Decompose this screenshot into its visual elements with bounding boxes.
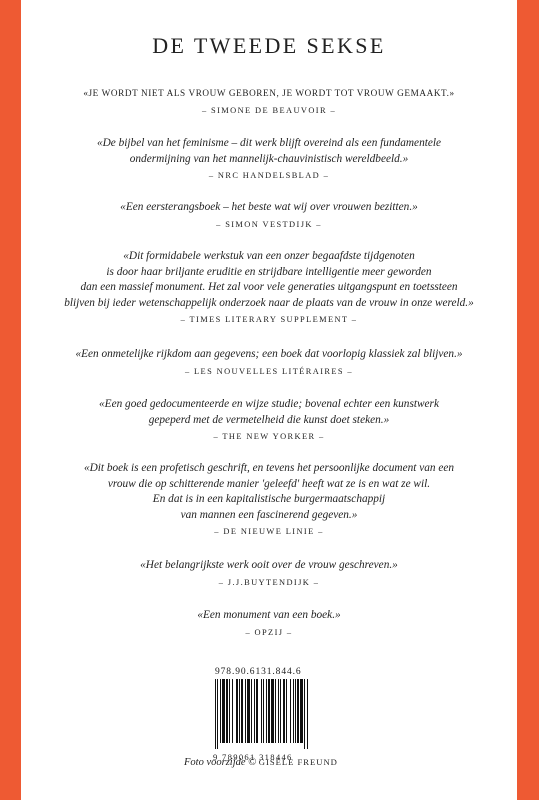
photo-credit [184, 757, 338, 768]
quote-line: van mannen een fascinerend gegeven.» [180, 508, 358, 521]
quote-text: «JE WORDT NIET ALS VROUW GEBOREN, JE WORDT TOT VROUW GEMAAKT.» [83, 88, 455, 98]
quote-source: – DE NIEUWE LINIE – [214, 527, 324, 536]
book-title: DE TWEEDE SEKSE [152, 33, 386, 58]
photographer-name: GISÈLE FREUND [258, 757, 338, 767]
barcode-bar [286, 679, 287, 743]
quote-line: dan een massief monument. Het zal voor vele generaties uitgangspunt en toetssteen [80, 281, 458, 293]
barcode-bar [290, 679, 291, 743]
quote-source: – J.J.BUYTENDIJK – [218, 577, 320, 587]
quote-line: «Een goed gedocumenteerde en wijze studie; bovenal echter een kunstwerk [99, 398, 439, 410]
quote-new-yorker [21, 397, 517, 444]
barcode-bar [241, 679, 243, 743]
quote-source: – LES NOUVELLES LITÉRAIRES – [184, 366, 354, 376]
quote-source: – OPZIJ – [245, 627, 293, 637]
right-accent-stripe [517, 0, 539, 800]
quote-line: «Dit formidabele werkstuk van een onzer begaafdste tijdgenoten [123, 250, 415, 262]
barcode-bar [295, 679, 296, 743]
barcode-bar [226, 679, 228, 743]
quote-source: – NRC HANDELSBLAD – [208, 171, 330, 180]
barcode-bar [236, 679, 238, 743]
barcode-bar [245, 679, 246, 743]
quote-vestdijk [21, 200, 517, 232]
quote-line: «Het belangrijkste werk ooit over de vrouw geschreven.» [140, 559, 398, 571]
barcode-bar [232, 679, 233, 743]
back-cover [21, 0, 517, 800]
barcode-bar [307, 679, 308, 749]
quote-opzij [21, 608, 517, 640]
barcode-bar [229, 679, 230, 743]
quote-source: – SIMONE DE BEAUVOIR – [201, 105, 337, 115]
barcode-bar [215, 679, 216, 749]
quote-beauvoir [21, 86, 517, 118]
quote-line: «Een monument van een boek.» [197, 609, 341, 621]
barcode-bar [268, 679, 270, 743]
quote-source: – TIMES LITERARY SUPPLEMENT – [180, 315, 358, 324]
quote-line: blijven bij ieder wetenschappelijk onderzoek naar de plaats van de vrouw in onze wereld.» [64, 296, 474, 309]
barcode-bar [251, 679, 252, 743]
barcode-bar [266, 679, 267, 743]
barcode-bar [280, 679, 281, 743]
barcode-bar [261, 679, 262, 743]
barcode-bar [263, 679, 264, 743]
quote-tls [21, 249, 517, 327]
barcode-bar [222, 679, 225, 743]
quote-line: En dat is in een kapitalistische burgermaatschappij [152, 493, 386, 505]
quote-line: is door haar briljante eruditie en strijdbare intelligentie meer geworden [106, 265, 432, 278]
barcode-bar [293, 679, 294, 743]
barcode-bar [304, 679, 305, 749]
quote-source: – THE NEW YORKER – [213, 432, 325, 441]
barcode-bar [283, 679, 285, 743]
barcode-bar [275, 679, 276, 743]
quote-line: «Een onmetelijke rijkdom aan gegevens; een boek dat voorlopig klassiek zal blijven.» [75, 348, 463, 360]
barcode-bar [297, 679, 299, 743]
quote-buytendijk [21, 558, 517, 590]
quote-line: «De bijbel van het feminisme – dit werk blijft overeind als een fundamentele [96, 137, 442, 149]
quote-line: vrouw die op schitterende manier 'geleefd' heeft wat ze is en wat ze wil. [107, 477, 431, 490]
barcode-image [213, 679, 323, 749]
ean-number: 9 789061 318446 [213, 752, 293, 762]
quote-line: ondermijning van het mannelijk-chauvinistisch wereldbeeld.» [129, 152, 409, 165]
barcode-block [213, 667, 333, 762]
quote-nrc [21, 136, 517, 183]
barcode-bar [300, 679, 303, 743]
barcode-bar [247, 679, 250, 743]
barcode-bar [239, 679, 240, 743]
left-accent-stripe [0, 0, 21, 800]
quote-nieuwe-linie [21, 461, 517, 539]
quote-line: «Dit boek is een profetisch geschrift, en tevens het persoonlijke document van een [83, 462, 455, 474]
barcode-bar [220, 679, 221, 743]
barcode-bar [254, 679, 255, 743]
quote-line: «Een eersterangsboek – het beste wat wij over vrouwen bezitten.» [120, 201, 418, 213]
quote-nouvelles-litteraires [21, 347, 517, 379]
quote-line: gepeperd met de vermetelheid die kunst doet steken.» [148, 413, 390, 426]
photo-credit-label: Foto voorzijde © [184, 757, 257, 768]
barcode-bar [278, 679, 279, 743]
barcode-bar [271, 679, 274, 743]
quote-source: – SIMON VESTDIJK – [216, 219, 322, 229]
isbn-number: 978.90.6131.844.6 [215, 667, 302, 677]
barcode-bar [256, 679, 258, 743]
barcode-bar [217, 679, 218, 749]
